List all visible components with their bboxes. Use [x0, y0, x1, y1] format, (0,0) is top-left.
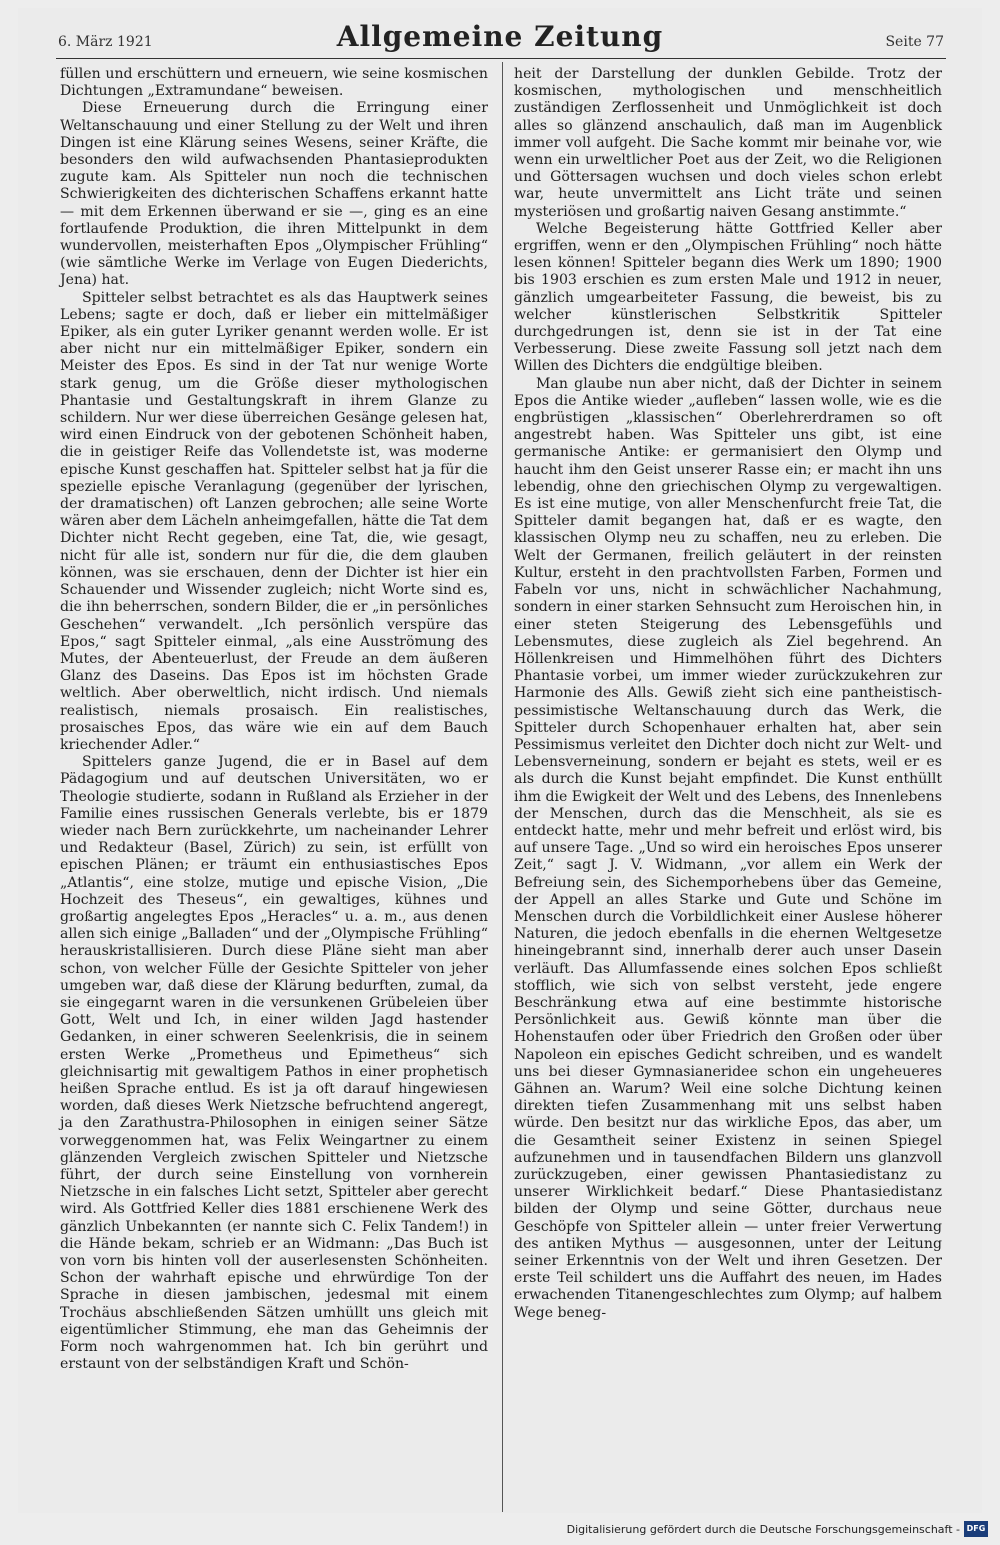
page-footer: [0, 1521, 1000, 1541]
right-column: [514, 66, 942, 1322]
paragraph: Spittelers ganze Jugend, die er in Basel auf dem Pädagogium und auf deutschen Universitäten, wo er Theologie studierte, sodann in Rußland als Erzieher in der Familie eines russischen Generals verlebte, bis er 1879 wieder nach Bern zurückkehrte, um nacheinander Lehrer und Redakteur (Basel, Zürich) zu sein, ist erfüllt von epischen Plänen; er träumt ein enthusiastisches Epos „Atlantis“, eine stolze, mutige und epische Vision, „Die Hochzeit des Theseus“, ein gewaltiges, kühnes und großartig angelegtes Epos „Heracles“ u. a. m., aus denen allen sich einige „Balladen“ und der „Olympische Frühling“ herauskristallisieren. Durch diese Pläne sieht man aber schon, von welcher Fülle der Gesichte Spitteler von jeher umgeben war, daß diese der Klärung bedurften, zumal, da sie eingegarnt waren in die versunkenen Grübeleien über Gott, Welt und Ich, in einer wilden Jagd hastender Gedanken, in einer schweren Seelenkrisis, die in seinem ersten Werke „Prometheus und Epimetheus“ sich gleichnisartig mit gewaltigem Pathos in einer prophetisch heißen Sprache entlud. Es ist ja oft darauf hingewiesen worden, daß dieses Werk Nietzsche befruchtend angeregt, ja den Zarathustra-Philosophen in einigen seiner Sätze vorweggenommen hat, was Felix Weingartner zu einem glänzenden Vergleich zwischen Spitteler und Nietzsche führt, der durch seine Einstellung von vornherein Nietzsche in ein falsches Licht setzt, Spitteler aber gerecht wird. Als Gottfried Keller dies 1881 erschienene Werk des gänzlich Unbekannten (er nannte sich C. Felix Tandem!) in die Hände bekam, schrieb er an Widmann: „Das Buch ist von vorn bis hinten voll der auserlesensten Schönheiten. Schon der wahrhaft epische und ehrwürdige Ton der Sprache in diesen jambischen, jedesmal mit einem Trochäus abschließenden Sätzen umhüllt uns gleich mit eigentümlicher Stimmung, ehe man das Geheimnis der Form noch wahrgenommen hat. Ich bin gerührt und erstaunt von der selbständigen Kraft und Schön-: [60, 754, 488, 1373]
left-column: [60, 66, 488, 1373]
newspaper-page: [18, 8, 982, 1513]
issue-date: 6. März 1921: [58, 34, 153, 50]
newspaper-title: Allgemeine Zeitung: [336, 20, 664, 53]
page-header: [18, 18, 982, 58]
dfg-logo: DFG: [964, 1521, 988, 1537]
paragraph: Spitteler selbst betrachtet es als das Hauptwerk seines Lebens; sagte er doch, daß er lieber ein mittelmäßiger Epiker, als ein guter Lyriker genannt werden wolle. Er ist aber nicht nur ein mittelmäßiger Epiker, sondern ein Meister des Epos. Es sind in der Tat nur wenige Worte stark genug, um die Größe dieser mythologischen Phantasie und Gestaltungskraft in ihrem Glanze zu schildern. Nur wer diese überreichen Gesänge gelesen hat, wird einen Eindruck von der gebotenen Schönheit haben, die in geistiger Reife das Vollendetste ist, was moderne epische Kunst geschaffen hat. Spitteler selbst hat ja für die spezielle epische Veranlagung (gegenüber der lyrischen, der dramatischen) oft Lanzen gebrochen; alle seine Worte wären aber dem Lächeln anheimgefallen, hätte die Tat dem Dichter nicht Recht gegeben, eine Tat, die, wie gesagt, nicht für alle ist, sondern nur für die, die dem glauben können, was sie erschauen, denn der Dichter ist hier ein Schauender und Wissender zugleich; nicht Worte sind es, die ihn beherrschen, sondern Bilder, die er „in persönliches Geschehen“ verwandelt. „Ich persönlich verspüre das Epos,“ sagt Spitteler einmal, „als eine Ausströmung des Mutes, der Abenteuerlust, der Freude an dem äußeren Glanz des Daseins. Das Epos ist im höchsten Grade weltlich. Aber oberweltlich, nicht irdisch. Und niemals realistisch, niemals prosaisch. Ein realistisches, prosaisches Epos, das wäre wie ein auf dem Bauch kriechender Adler.“: [60, 289, 488, 753]
page-number: Seite 77: [885, 34, 944, 50]
digitization-credit: Digitalisierung gefördert durch die Deutsche Forschungsgemeinschaft -: [566, 1523, 960, 1536]
paragraph: Man glaube nun aber nicht, daß der Dichter in seinem Epos die Antike wieder „aufleben“ lassen wolle, wie es die engbrüstigen „klassischen“ Oberlehrerdramen so oft angestrebt haben. Was Spitteler uns gibt, ist eine germanische Antike: er germanisiert den Olymp und haucht ihm den Geist unserer Rasse ein; er macht ihn uns lebendig, ohne den griechischen Olymp zu vergewaltigen. Es ist eine mutige, von aller Menschenfurcht freie Tat, die Spitteler damit begangen hat, daß er es wagte, den klassischen Olymp neu zu schaffen, neu zu erleben. Die Welt der Germanen, freilich geläutert in der reinsten Kultur, ersteht in den prachtvollsten Farben, Formen und Fabeln vor uns, nicht in schwächlicher Nachahmung, sondern in einer starken Sehnsucht zum Heroischen hin, in einer steten Steigerung des Lebensgefühls und Lebensmutes, diese zugleich als Ziel begehrend. An Höllenkreisen und Himmelhöhen führt des Dichters Phantasie vorbei, um immer wieder zurückzukehren zur Harmonie des Alls. Gewiß zieht sich eine pantheistisch-pessimistische Weltanschauung durch das Werk, die Spitteler durch Schopenhauer erhalten hat, aber sein Pessimismus verleitet den Dichter doch nicht zur Welt- und Lebensverneinung, sondern er bejaht es stets, weil er es als durch die Kunst bejaht empfindet. Die Kunst enthüllt ihm die Ewigkeit der Welt und des Lebens, des Innenlebens der Menschen, durch das die Menschheit, als sie es entdeckt hatte, mehr und mehr befreit und erlöst wird, bis auf unsere Tage. „Und so wird ein heroisches Epos unserer Zeit,“ sagt J. V. Widmann, „vor allem ein Werk der Befreiung sein, des Sichemporhebens über das Gemeine, der Appell an alles Starke und Gute und Schöne im Menschen durch die Vorbildlichkeit einer Auslese höherer Naturen, die jedoch ebenfalls in die ehernen Weltgesetze hineingebrannt sind, innerhalb derer auch unser Dasein verläuft. Das Allumfassende eines solchen Epos schließt stofflich, wie sich von selbst versteht, jede engere Beschränkung etwa auf eine bestimmte historische Persönlichkeit aus. Gewiß könnte man über die Hohenstaufen oder über Friedrich den Großen oder über Napoleon ein episches Gedicht schreiben, und es wandelt uns bei dieser Gymnasianeridee schon ein ungeheueres Gähnen an. Warum? Weil eine solche Dichtung keinen direkten tiefen Zusammenhang mit uns selbst haben würde. Den besitzt nur das wirkliche Epos, das aber, um die Gesamtheit seiner Existenz in seinen Spiegel aufzunehmen und in tausendfachen Bildern uns glanzvoll zurückzugeben, einer gewissen Phantasiedistanz zu unserer Wirklichkeit bedarf.“ Diese Phantasiedistanz bilden der Olymp und seine Götter, durchaus neue Geschöpfe von Spitteler allein — unter freier Verwertung des antiken Mythus — ausgesonnen, unter der Leitung seiner Erkenntnis von der Welt und ihren Gesetzen. Der erste Teil schildert uns die Auffahrt des neuen, im Hades erwachenden Titanengeschlechtes zum Olymp; auf halbem Wege beneg-: [514, 375, 942, 1321]
paragraph: Diese Erneuerung durch die Erringung einer Weltanschauung und einer Stellung zu der Welt und ihren Dingen ist eine Klärung seines Wesens, seiner Kräfte, die besonders den wild aufwachsenden Phantasieprodukten zugute kam. Als Spitteler nun noch die technischen Schwierigkeiten des dichterischen Schaffens erkannt hatte — mit dem Erkennen überwand er sie —, ging es an eine fortlaufende Produktion, die ihren Mittelpunkt in dem wundervollen, meisterhaften Epos „Olympischer Frühling“ (wie sämtliche Werke im Verlage von Eugen Diederichts, Jena) hat.: [60, 100, 488, 289]
paragraph: füllen und erschüttern und erneuern, wie seine kosmischen Dichtungen „Extramundane“ beweisen.: [60, 66, 488, 100]
paragraph: Welche Begeisterung hätte Gottfried Keller aber ergriffen, wenn er den „Olympischen Frühling“ noch hätte lesen können! Spitteler begann dies Werk um 1890; 1900 bis 1903 erschien es zum ersten Male und 1912 in neuer, gänzlich umgearbeiteter Fassung, die beweist, bis zu welcher künstlerischen Selbstkritik Spitteler durchgedrungen ist, denn sie ist in der Tat eine Verbesserung. Diese zweite Fassung soll jetzt nach dem Willen des Dichters die endgültige bleiben.: [514, 220, 942, 375]
header-rule: [56, 58, 946, 59]
paragraph: heit der Darstellung der dunklen Gebilde. Trotz der kosmischen, mythologischen und menschheitlich zuständigen Zerflossenheit und Unmöglichkeit ist doch alles so glänzend anschaulich, daß man im Augenblick immer voll aufgeht. Die Sache kommt mir beinahe vor, wie wenn ein urweltlicher Poet aus der Zeit, wo die Religionen und Göttersagen wuchsen und doch vieles schon erlebt war, heute unvermittelt ans Licht träte und seinen mysteriösen und großartig naiven Gesang anstimmte.“: [514, 66, 942, 220]
column-divider: [502, 62, 503, 1512]
